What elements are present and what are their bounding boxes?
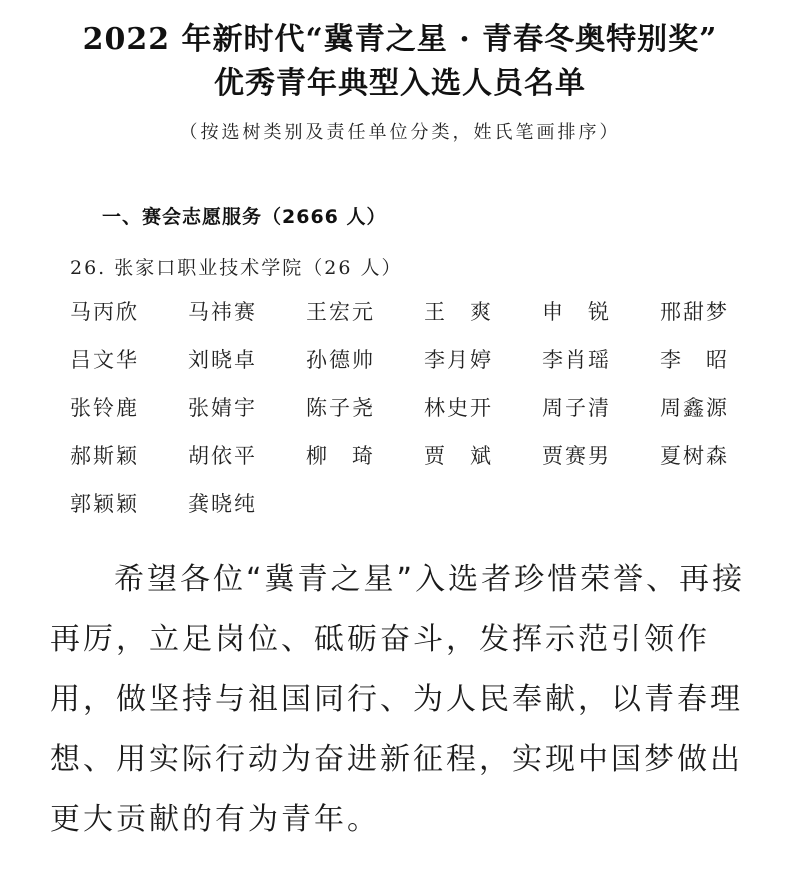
name-entry: 张铃鹿 — [70, 396, 139, 420]
name-entry: 贾赛男 — [542, 444, 611, 468]
unit-heading: 26. 张家口职业技术学院（26 人） — [70, 257, 403, 279]
name-entry: 张婧宇 — [188, 396, 257, 420]
name-entry: 周子清 — [542, 396, 611, 420]
names-grid — [70, 296, 760, 536]
closing-paragraph: 希望各位“冀青之星”入选者珍惜荣誉、再接再厉，立足岗位、砥砺奋斗，发挥示范引领作用，做坚持与祖国同行、为人民奉献，以青春理想、用实际行动为奋进新征程，实现中国梦做出更大贡献的有为青年。 — [50, 562, 746, 837]
name-entry: 孙德帅 — [306, 348, 375, 372]
name-entry: 柳 琦 — [306, 444, 375, 468]
name-entry: 郭颖颖 — [70, 492, 139, 516]
name-entry: 李月婷 — [424, 348, 493, 372]
name-entry: 王 爽 — [424, 300, 493, 324]
name-entry: 贾 斌 — [424, 444, 493, 468]
name-entry: 吕文华 — [70, 348, 139, 372]
name-entry: 胡依平 — [188, 444, 257, 468]
document-subtitle: （按选树类别及责任单位分类，姓氏笔画排序） — [179, 122, 621, 143]
name-entry: 李肖瑶 — [542, 348, 611, 372]
name-entry: 马丙欣 — [70, 300, 139, 324]
section-heading: 一、赛会志愿服务（2666 人） — [102, 206, 387, 228]
name-entry: 李 昭 — [660, 348, 729, 372]
name-entry: 申 锐 — [542, 300, 611, 324]
name-entry: 邢甜梦 — [660, 300, 729, 324]
name-entry: 王宏元 — [306, 300, 375, 324]
document-title-line-1: 2022 年新时代“冀青之星 · 青春冬奥特别奖” — [82, 22, 718, 57]
name-entry: 郝斯颖 — [70, 444, 139, 468]
name-entry: 陈子尧 — [306, 396, 375, 420]
name-entry: 周鑫源 — [660, 396, 729, 420]
name-entry: 龚晓纯 — [188, 492, 257, 516]
name-entry: 夏树森 — [660, 444, 729, 468]
name-entry: 林史开 — [424, 396, 493, 420]
name-entry: 马祎赛 — [188, 300, 257, 324]
document-title-line-2: 优秀青年典型入选人员名单 — [214, 66, 586, 101]
name-entry: 刘晓卓 — [188, 348, 257, 372]
